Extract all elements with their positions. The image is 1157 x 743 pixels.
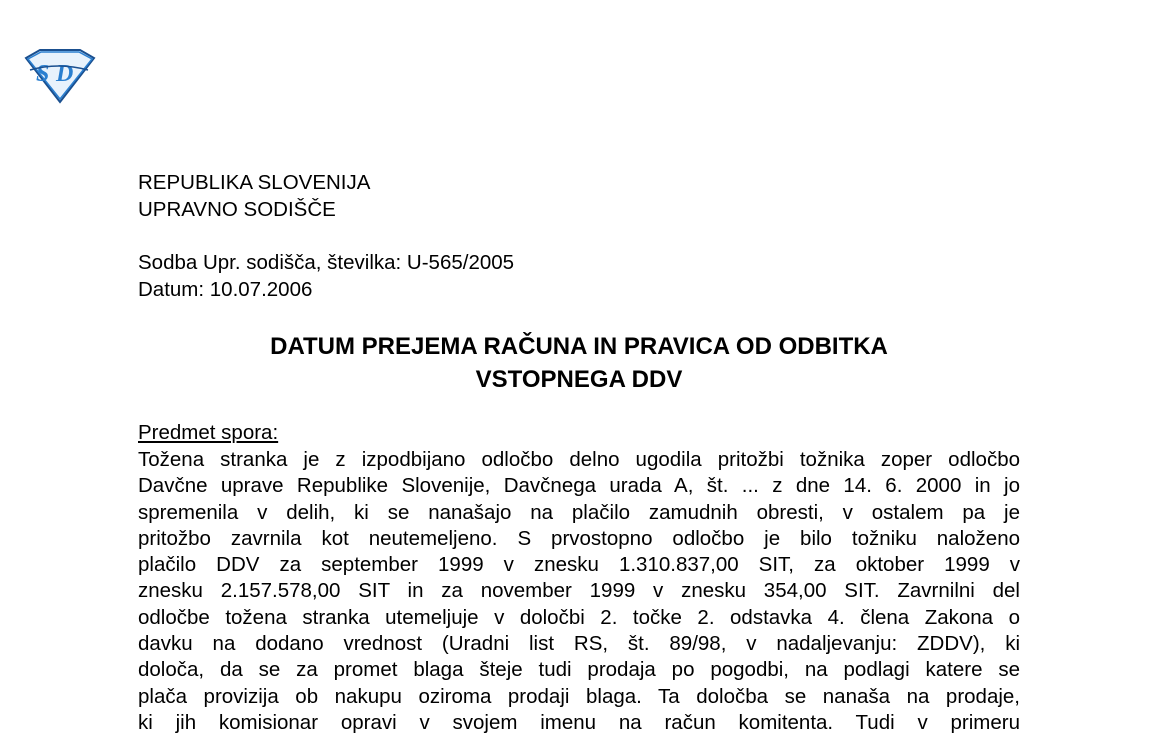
court-header [138, 170, 370, 223]
court-logo [22, 48, 96, 104]
svg-text:D: D [56, 61, 74, 87]
subject-heading: Predmet spora: [138, 421, 279, 444]
country-name: REPUBLIKA SLOVENIJA [138, 171, 371, 194]
title-line-1: DATUM PREJEMA RAČUNA IN PRAVICA OD ODBITKA [270, 333, 888, 360]
subject-body [138, 447, 1020, 736]
body-line: pritožbo zavrnila kot neutemeljeno. S prvostopno odločbo je bilo tožniku naloženo [138, 526, 1020, 550]
body-line: ki jih komisionar opravi v svojem imenu na račun komitenta. Tudi v primeru [138, 710, 1020, 734]
court-name: UPRAVNO SODIŠČE [138, 197, 336, 221]
body-line: spremenila v delih, ki se nanašajo na plačilo zamudnih obresti, v ostalem pa je [138, 500, 1020, 524]
body-line: Davčne uprave Republike Slovenije, Davčnega urada A, št. ... z dne 14. 6. 2000 in jo [138, 474, 1020, 498]
body-line: Tožena stranka je z izpodbijano odločbo delno ugodila pritožbi tožnika zoper odločbo [138, 448, 1020, 471]
case-number: Sodba Upr. sodišča, številka: U-565/2005 [138, 251, 515, 274]
body-line: določa, da se za promet blaga šteje tudi prodaja po pogodbi, na podlagi katere se [138, 658, 1020, 682]
body-line: davku na dodano vrednost (Uradni list RS, št. 89/98, v nadaljevanju: ZDDV), ki [138, 632, 1020, 656]
case-info [138, 250, 514, 303]
case-date: Datum: 10.07.2006 [138, 277, 313, 301]
body-line: odločbe tožena stranka utemeljuje v določbi 2. točke 2. odstavka 4. člena Zakona o [138, 605, 1020, 629]
svg-text:S: S [36, 61, 50, 87]
body-line: znesku 2.157.578,00 SIT in za november 1999 v znesku 354,00 SIT. Zavrnilni del [138, 579, 1020, 603]
body-line: plača provizija ob nakupu oziroma prodaji blaga. Ta določba se nanaša na prodaje, [138, 684, 1020, 708]
body-line: plačilo DDV za september 1999 v znesku 1.310.837,00 SIT, za oktober 1999 v [138, 553, 1020, 577]
title-line-2: VSTOPNEGA DDV [475, 366, 683, 393]
document-title [138, 330, 1020, 396]
